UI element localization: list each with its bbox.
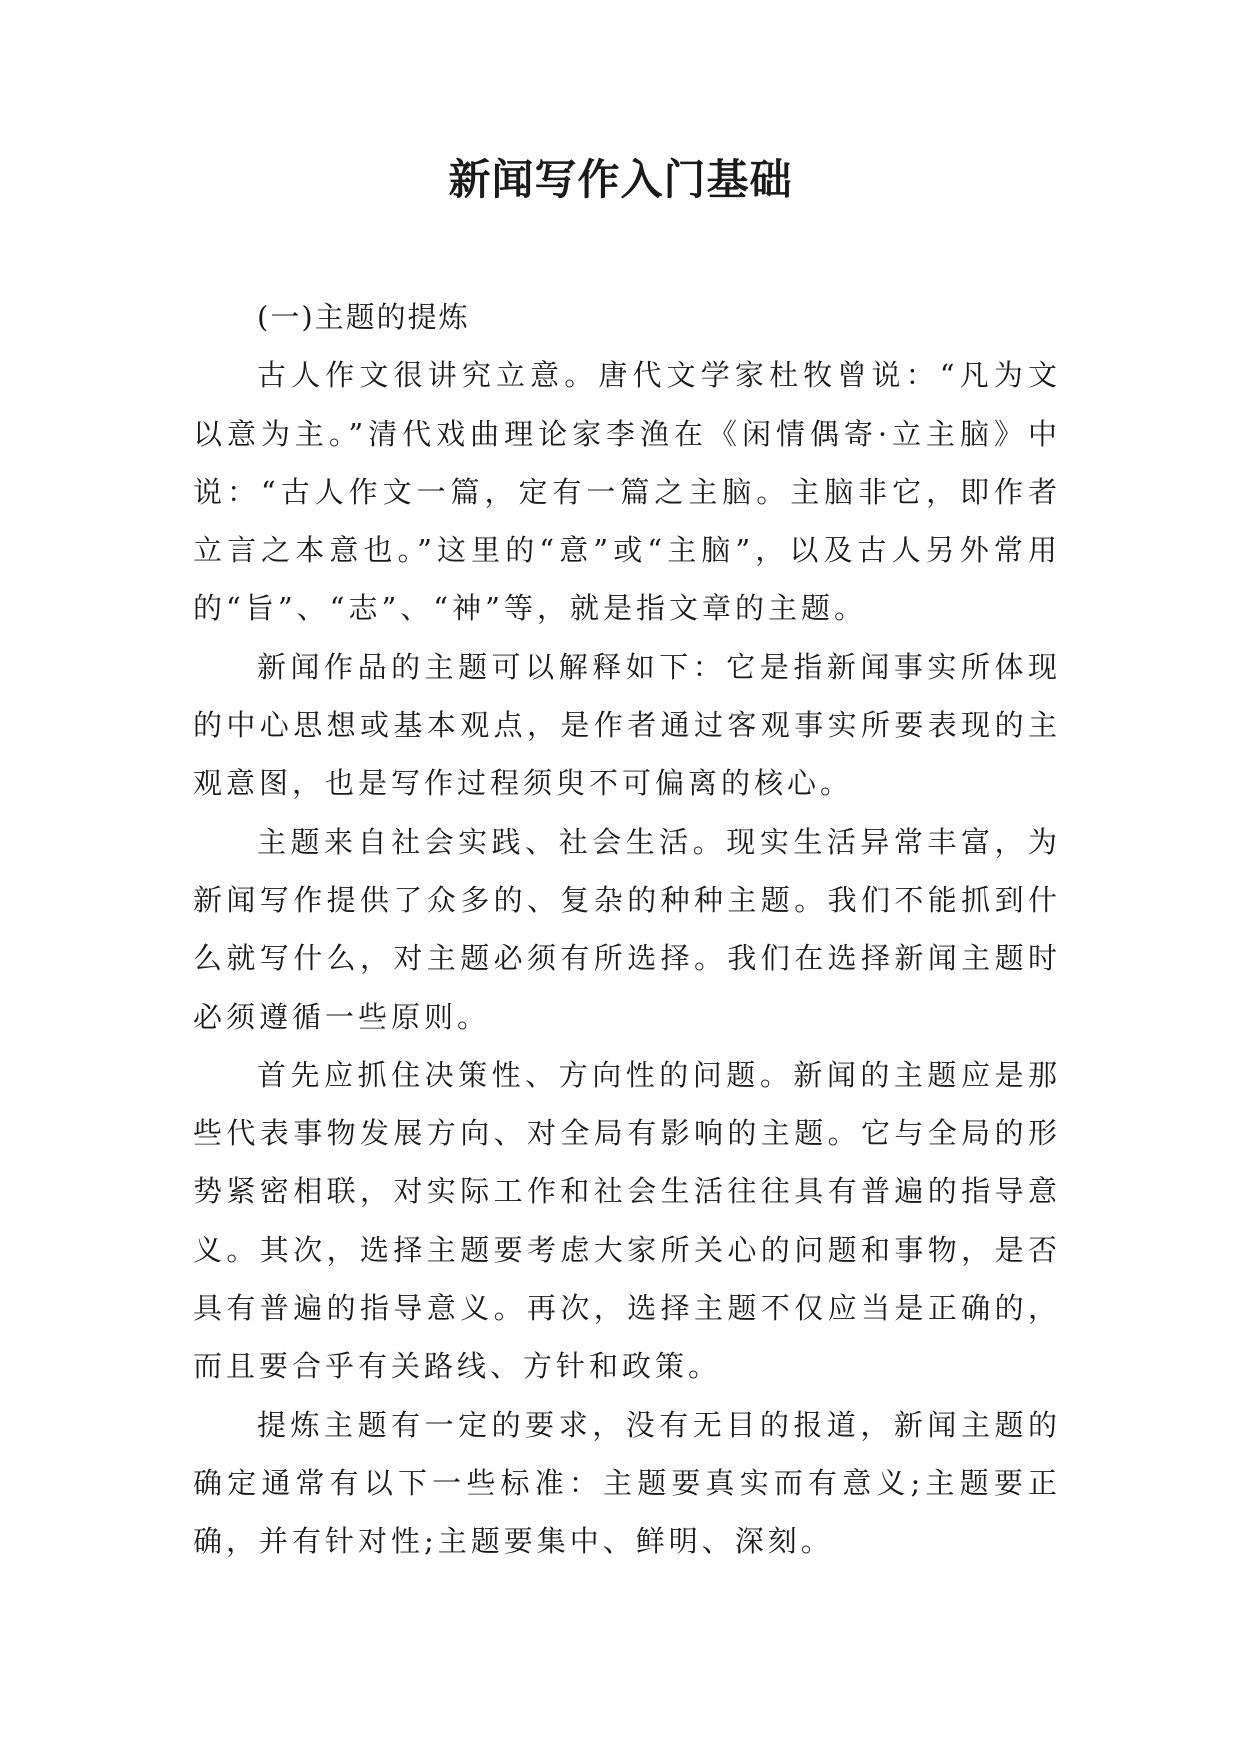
paragraph-3: 主题来自社会实践、社会生活。现实生活异常丰富，为新闻写作提供了众多的、复杂的种种主题。我们不能抓到什么就写什么，对主题必须有所选择。我们在选择新闻主题时必须遵循一些原则。 bbox=[193, 824, 1061, 1034]
section-heading: (一)主题的提炼 bbox=[257, 300, 470, 334]
paragraph-2: 新闻作品的主题可以解释如下：它是指新闻事实所体现的中心思想或基本观点，是作者通过客观事实所要表现的主观意图，也是写作过程须臾不可偏离的核心。 bbox=[193, 649, 1061, 801]
document-title: 新闻写作入门基础 bbox=[448, 155, 793, 204]
paragraph-4: 首先应抓住决策性、方向性的问题。新闻的主题应是那些代表事物发展方向、对全局有影响的主题。它与全局的形势紧密相联，对实际工作和社会生活往往具有普遍的指导意义。其次，选择主题要考虑大家所关心的问题和事物，是否具有普遍的指导意义。再次，选择主题不仅应当是正确的，而且要合乎有关路线、方针和政策。 bbox=[193, 1057, 1061, 1384]
paragraph-5: 提炼主题有一定的要求，没有无目的报道，新闻主题的确定通常有以下一些标准：主题要真实而有意义;主题要正确，并有针对性;主题要集中、鲜明、深刻。 bbox=[193, 1407, 1061, 1559]
document-body bbox=[193, 288, 1061, 1571]
paragraph-1: 古人作文很讲究立意。唐代文学家杜牧曾说：“凡为文以意为主。”清代戏曲理论家李渔在《闲情偶寄·立主脑》中说：“古人作文一篇，定有一篇之主脑。主脑非它，即作者立言之本意也。”这里的“意”或“主脑”，以及古人另外常用的“旨”、“志”、“神”等，就是指文章的主题。 bbox=[193, 358, 1061, 626]
